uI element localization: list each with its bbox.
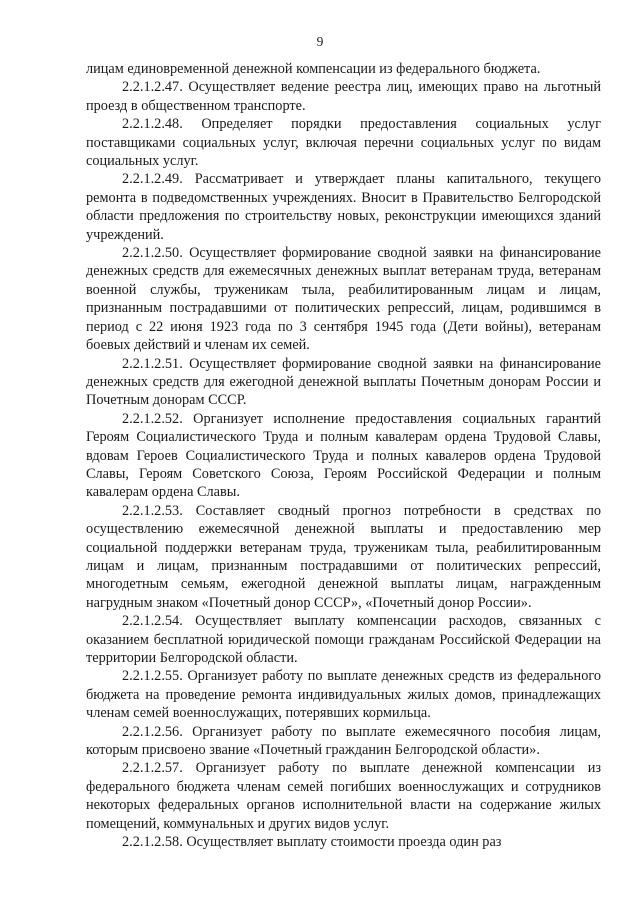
clause-number: 2.2.1.2.58.: [122, 834, 183, 851]
clause-text: Определяет порядки предоставления социальных услуг поставщиками социальных услуг, включая перечни социальных услуг по видам социальных услуг.: [86, 116, 601, 170]
clause-text: Осуществляет формирование сводной заявки на финансирование денежных средств для ежемесячных денежных выплат ветеранам труда, ветеранам военной службы, труженикам тыла, реабилитированным лицам и лицам, признанным пострадавшими от политических репрессий, лицам, родившимся в период с 22 июня 1923 года по 3 сентября 1945 года (Дети войны), ветеранам боевых действий и членам их семей.: [86, 245, 601, 354]
clause-text: Осуществляет выплату компенсации расходов, связанных с оказанием бесплатной юридической помощи гражданам Российской Федерации на территории Белгородской области.: [86, 613, 601, 666]
clause-paragraph: [86, 502, 601, 612]
clause-text: Организует исполнение предоставления социальных гарантий Героям Социалистического Труда и полным кавалерам ордена Трудовой Славы, вдовам Героев Социалистического Труда и полных кавалеров ордена Трудовой Славы, Героям Советского Союза, Героям Российской Федерации и полным кавалерам ордена Славы.: [86, 410, 601, 501]
clause-number: 2.2.1.2.49.: [122, 171, 183, 188]
page-number: 9: [316, 34, 324, 49]
clause-text: Осуществляет ведение реестра лиц, имеющих право на льготный проезд в общественном транспорте.: [86, 79, 601, 114]
continuation-paragraph: [86, 60, 601, 78]
clause-text: Осуществляет выплату стоимости проезда один раз: [186, 834, 502, 851]
clause-text: Рассматривает и утверждает планы капитального, текущего ремонта в подведомственных учреждениях. Вносит в Правительство Белгородской области предложения по строительству новых, реконструкции имеющихся зданий учреждений.: [86, 171, 602, 243]
clause-paragraph: [86, 115, 601, 170]
clause-paragraph: [86, 759, 601, 833]
clause-number: 2.2.1.2.48.: [122, 116, 183, 133]
clause-paragraph: [86, 667, 601, 722]
clause-number: 2.2.1.2.55.: [122, 668, 183, 685]
clause-paragraph: [86, 244, 601, 354]
clause-paragraph: [86, 410, 601, 502]
clause-paragraph: [86, 78, 601, 115]
clause-text: Организует работу по выплате денежных средств из федерального бюджета на проведение ремонта индивидуальных жилых домов, принадлежащих членам семей военнослужащих, потерявших кормильца.: [86, 668, 602, 722]
clause-text: Составляет сводный прогноз потребности в средствах по осуществлению ежемесячной денежной выплаты и предоставлению мер социальной поддержки ветеранам труда, труженикам тыла, реабилитированным лицам и лицам, признанным пострадавшими от политических репрессий, многодетным семьям, ежегодной денежной выплаты лицам, награжденным нагрудным знаком «Почетный донор СССР», «Почетный донор России».: [86, 502, 602, 611]
clause-text: Осуществляет формирование сводной заявки на финансирование денежных средств для ежегодной денежной выплаты Почетным донорам России и Почетным донорам СССР.: [86, 355, 601, 409]
clause-number: 2.2.1.2.56.: [122, 723, 183, 740]
clause-number: 2.2.1.2.57.: [122, 760, 183, 777]
clause-paragraph: [86, 723, 601, 760]
clause-paragraph: [86, 612, 601, 667]
clause-number: 2.2.1.2.50.: [122, 245, 183, 262]
clause-paragraph: [86, 170, 601, 244]
clause-number: 2.2.1.2.52.: [122, 410, 183, 427]
clause-number: 2.2.1.2.54.: [122, 613, 183, 630]
clause-text: лицам единовременной денежной компенсации из федерального бюджета.: [86, 61, 541, 77]
clause-number: 2.2.1.2.53.: [122, 502, 183, 519]
clause-text: Организует работу по выплате денежной компенсации из федерального бюджета членам семей погибших военнослужащих и сотрудников некоторых федеральных органов исполнительной власти на содержание жилых помещений, коммунальных и других видов услуг.: [86, 760, 601, 832]
document-body: [86, 60, 601, 851]
clause-paragraph: [86, 833, 601, 851]
clause-number: 2.2.1.2.51.: [122, 355, 183, 372]
clause-number: 2.2.1.2.47.: [122, 79, 183, 96]
clause-text: Организует работу по выплате ежемесячного пособия лицам, которым присвоено звание «Почетный гражданин Белгородской области».: [86, 723, 602, 759]
clause-paragraph: [86, 355, 601, 410]
